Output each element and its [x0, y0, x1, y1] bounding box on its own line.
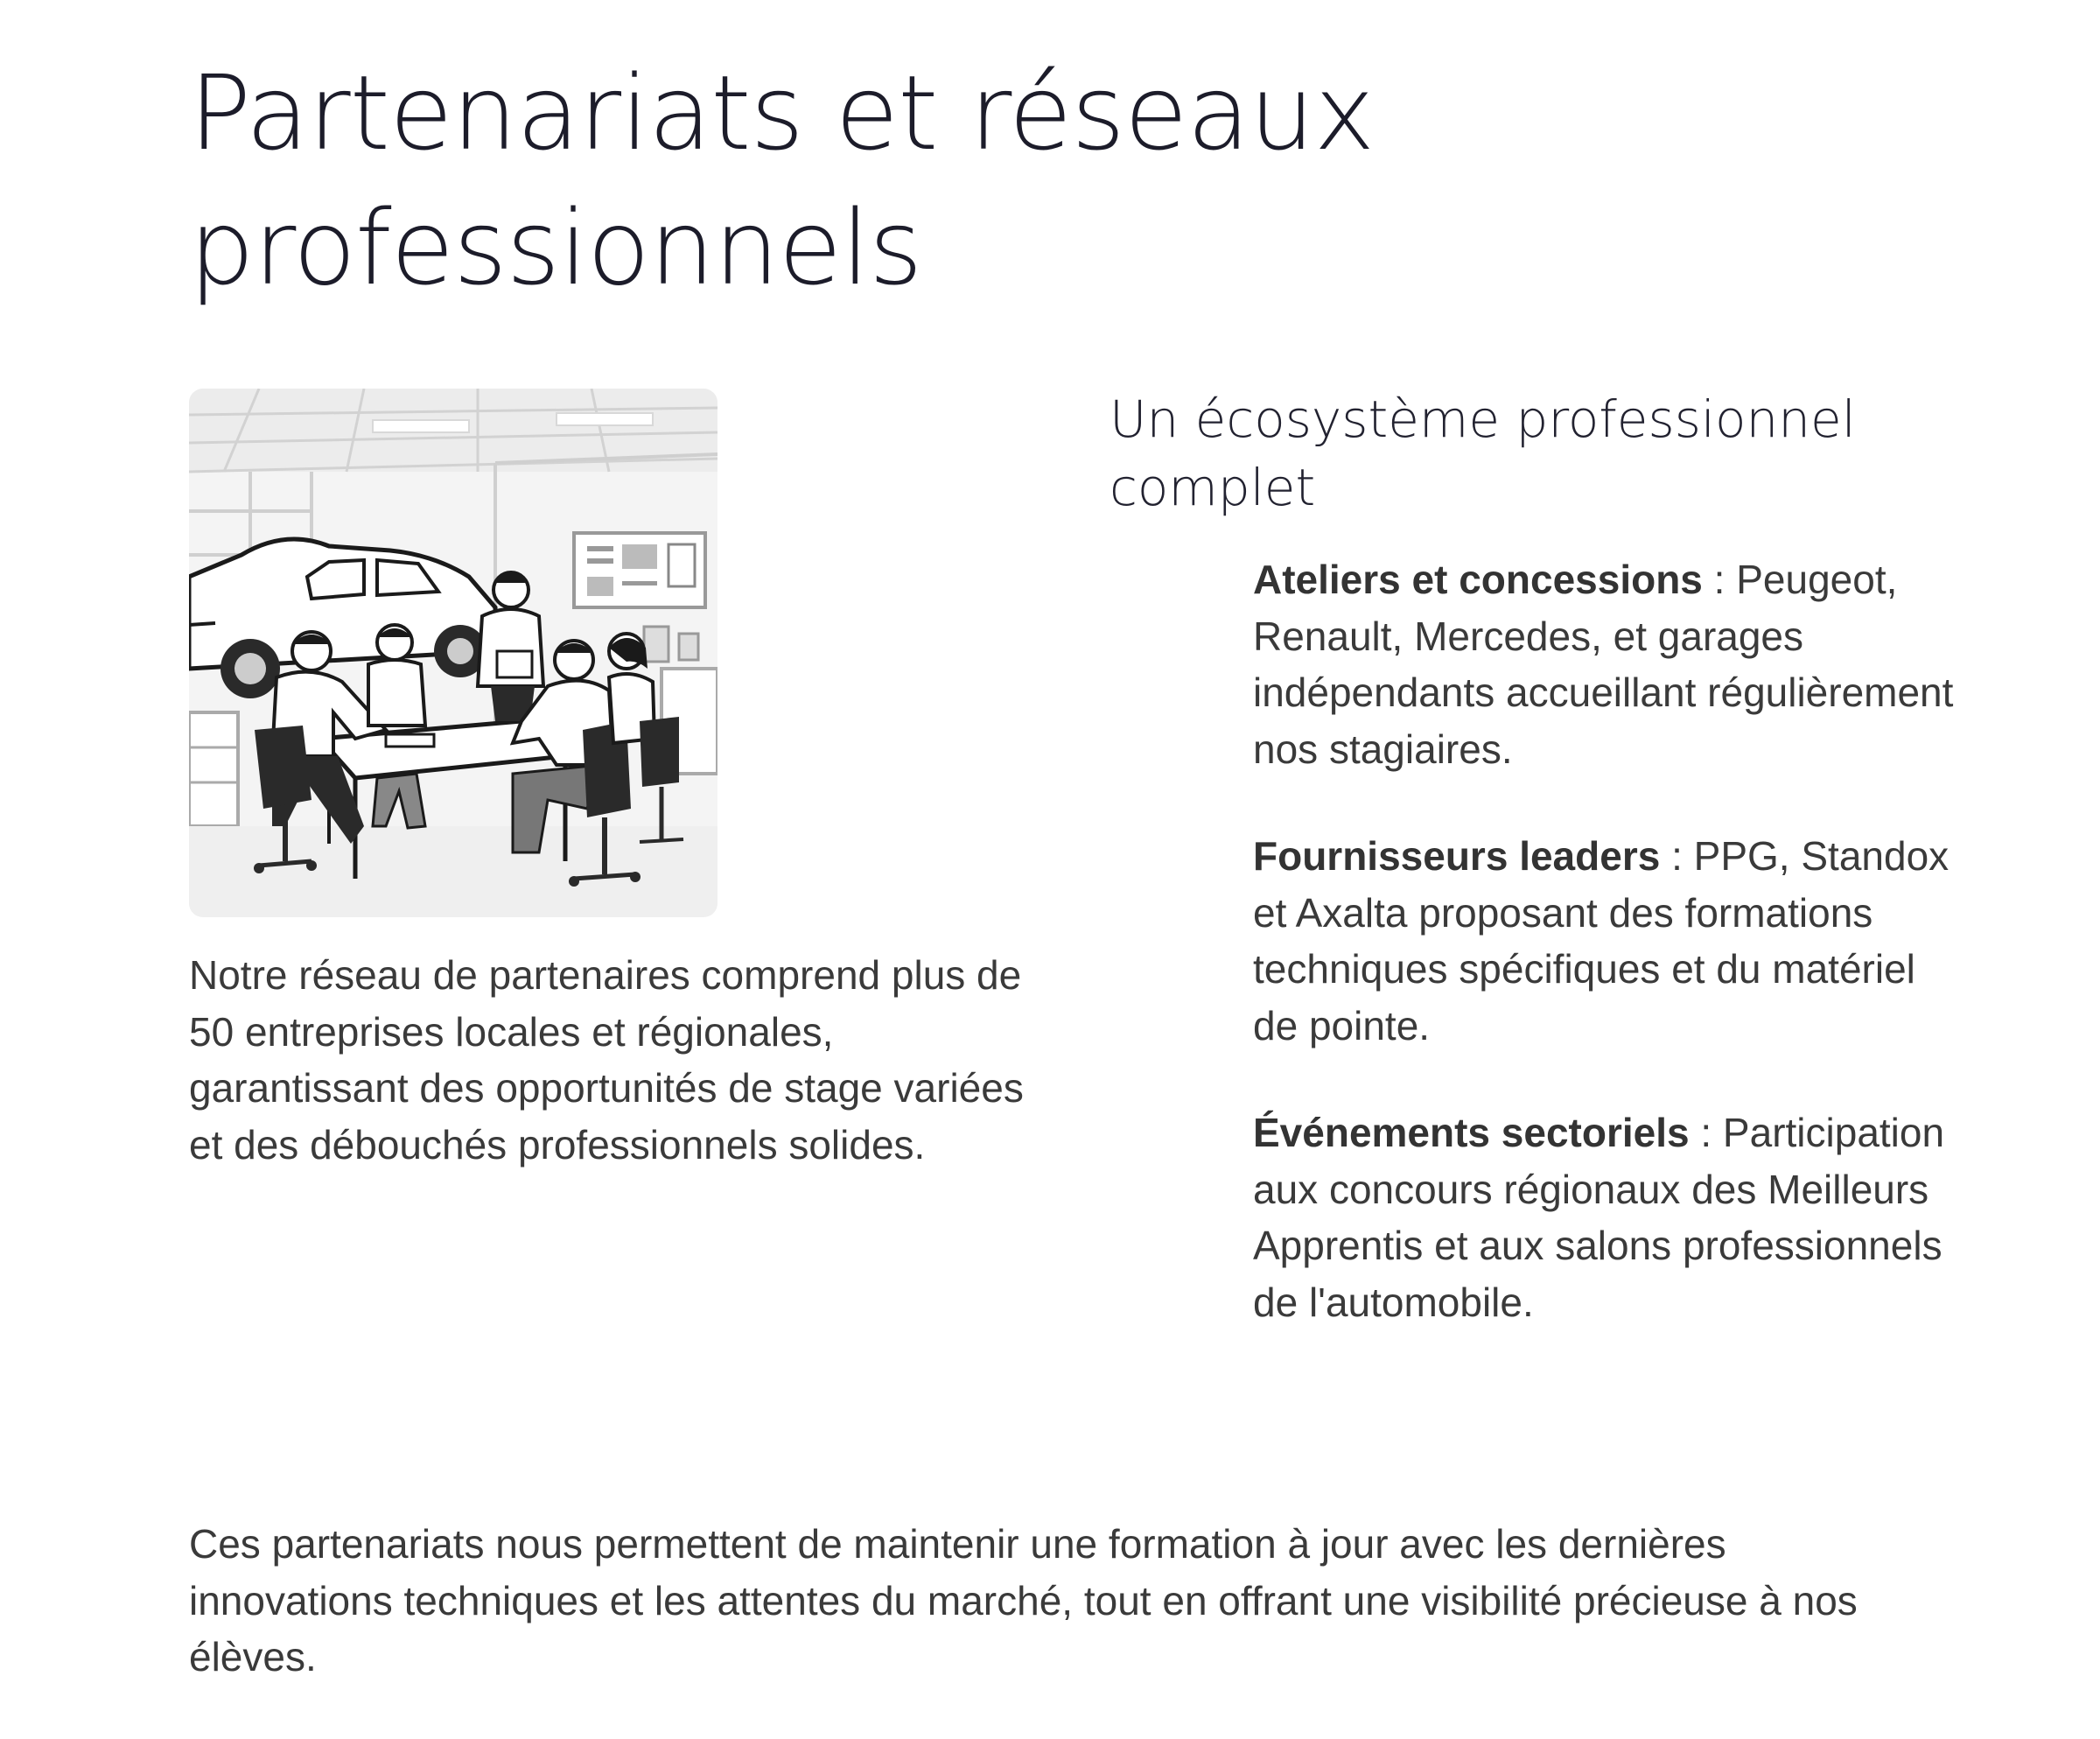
ecosystem-list — [1253, 551, 1962, 1381]
list-item-text: : Participation aux concours régionaux des Meilleurs Apprentis et aux salons professionnels de l'automobile. — [1253, 1110, 1945, 1325]
list-item-label: Ateliers et concessions — [1253, 557, 1703, 602]
closing-paragraph: Ces partenariats nous permettent de maintenir une formation à jour avec les dernières innovations techniques et les attentes du marché, tout en offrant une visibilité précieuse à nos élèves. — [189, 1521, 1858, 1679]
list-item-ateliers — [1253, 551, 1962, 777]
list-item-label: Événements sectoriels — [1253, 1110, 1690, 1155]
list-item-label: Fournisseurs leaders — [1253, 833, 1661, 879]
list-item-evenements — [1253, 1104, 1962, 1330]
page-title: Partenariats et réseaux professionnels — [189, 53, 1375, 308]
partner-meeting-illustration — [189, 389, 718, 917]
list-item-text: : Peugeot, Renault, Mercedes, et garages indépendants accueillant régulièrement nos stagiaires. — [1253, 557, 1954, 772]
list-item-fournisseurs — [1253, 828, 1962, 1054]
list-item-text: : PPG, Standox et Axalta proposant des formations techniques spécifiques et du matériel de pointe. — [1253, 833, 1950, 1048]
intro-paragraph: Notre réseau de partenaires comprend plus de 50 entreprises locales et régionales, garantissant des opportunités de stage variées et des débouchés professionnels solides. — [189, 952, 1024, 1168]
ecosystem-heading: Un écosystème professionnel complet — [1110, 389, 1856, 517]
